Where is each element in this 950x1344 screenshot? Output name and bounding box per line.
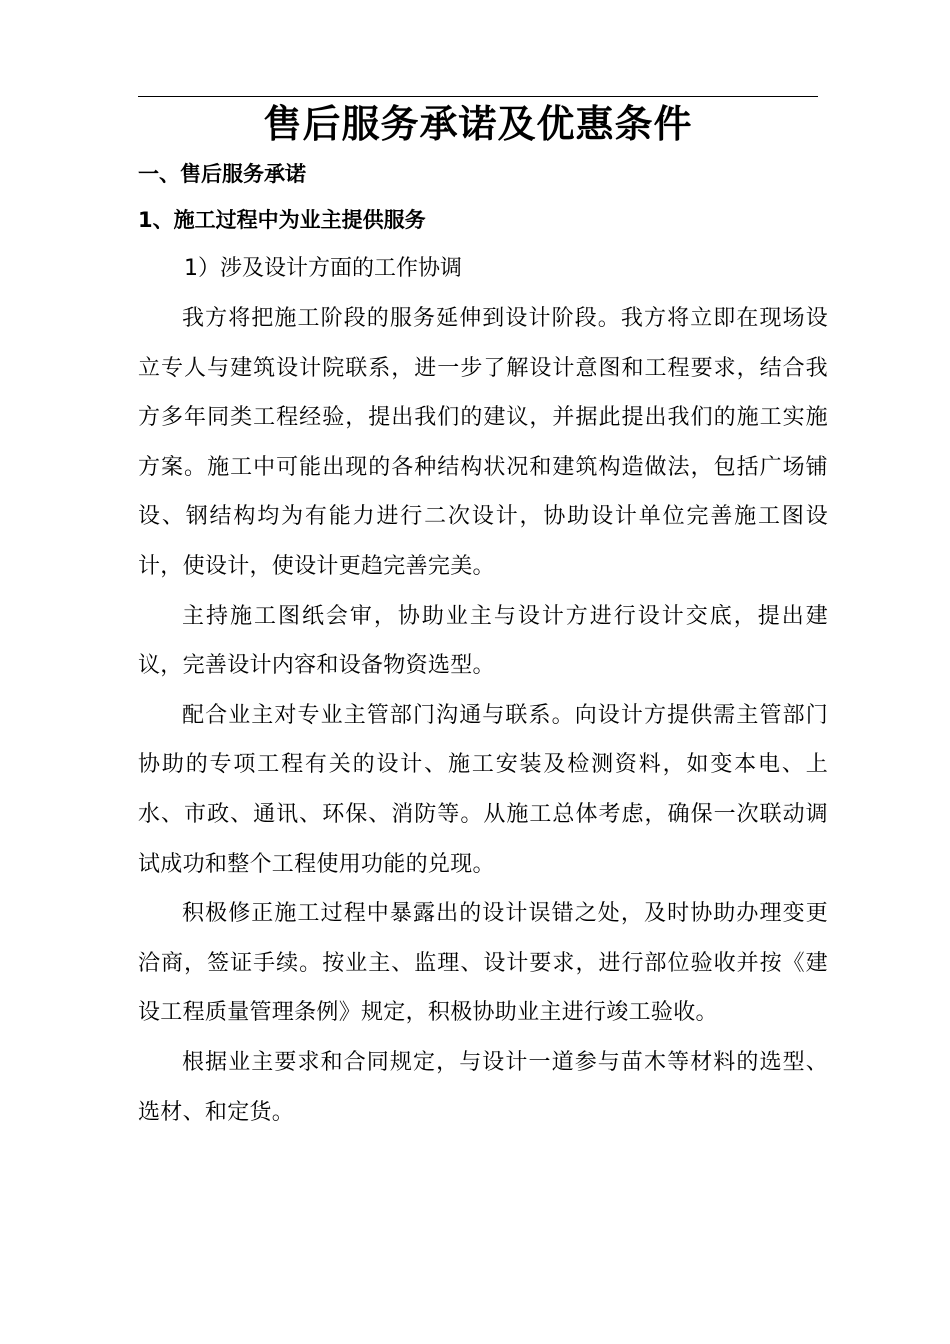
document-title: 售后服务承诺及优惠条件 (263, 102, 693, 146)
paragraph-drawing-review: 主持施工图纸会审，协助业主与设计方进行设计交底，提出建议，完善设计内容和设备物资选型。 (138, 603, 828, 679)
section-heading: 一、售后服务承诺 (138, 162, 306, 186)
paragraph-design-extension: 我方将把施工阶段的服务延伸到设计阶段。我方将立即在现场设立专人与建筑设计院联系，进一步了解设计意图和工程要求，结合我方多年同类工程经验，提出我们的建议，并据此提出我们的施工实施方案。施工中可能出现的各种结构状况和建筑构造做法，包括广场铺设、钢结构均为有能力进行二次设计，协助设计单位完善施工图设计，使设计，使设计更趋完善完美。 (138, 306, 828, 579)
paragraph-material-selection: 根据业主要求和合同规定，与设计一道参与苗木等材料的选型、选材、和定货。 (138, 1049, 828, 1125)
header-rule (138, 96, 818, 97)
paragraph-design-correction: 积极修正施工过程中暴露出的设计误错之处，及时协助办理变更洽商，签证手续。按业主、监理、设计要求，进行部位验收并按《建设工程质量管理条例》规定，积极协助业主进行竣工验收。 (138, 901, 828, 1026)
document-body (138, 150, 828, 1137)
paragraph-department-liaison: 配合业主对专业主管部门沟通与联系。向设计方提供需主管部门协助的专项工程有关的设计、施工安装及检测资料，如变本电、上水、市政、通讯、环保、消防等。从施工总体考虑，确保一次联动调试成功和整个工程使用功能的兑现。 (138, 702, 828, 877)
item-label: 1）涉及设计方面的工作协调 (184, 256, 462, 281)
subsection-heading: 1、施工过程中为业主提供服务 (138, 208, 426, 232)
